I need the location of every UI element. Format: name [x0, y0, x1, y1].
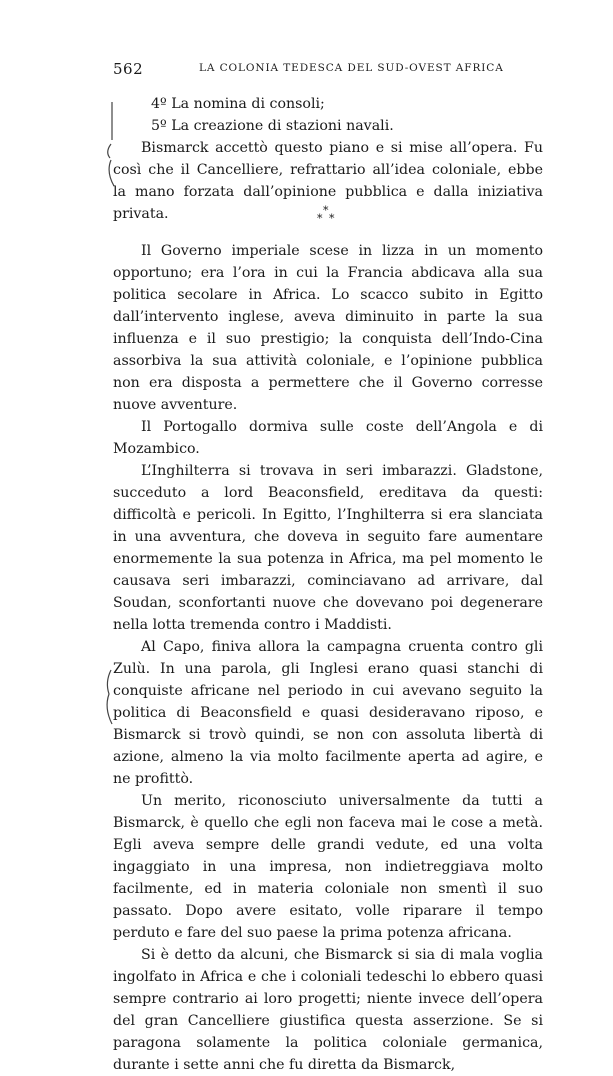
- asterism-star: *: [323, 204, 329, 217]
- section-two: [113, 240, 543, 1076]
- list-item: 5º La creazione di stazioni navali.: [151, 118, 394, 134]
- paragraph: Si è detto da alcuni, che Bismarck si sia di mala voglia ingolfato in Africa e che i coloniali tedeschi lo ebbero quasi sempre contrario ai loro progetti; niente invece dell’opera del gran Cancelliere giustifica questa asserzione. Se si paragona solamente la politica coloniale germanica, durante i sette anni che fu diretta da Bismarck,: [113, 947, 543, 1073]
- asterism-star: *: [317, 212, 323, 225]
- paragraph: Bismarck accettò questo piano e si mise all’opera. Fu così che il Cancelliere, refrattario all’idea coloniale, ebbe la mano forzata dall’opinione pubblica e dalla iniziativa privata.: [113, 140, 543, 222]
- paragraph: Il Governo imperiale scese in lizza in un momento opportuno; era l’ora in cui la Francia abdicava alla sua politica secolare in Africa. Lo scacco subito in Egitto dall’intervento inglese, aveva diminuito in parte la sua influenza e il suo prestigio; la conquista dell’Indo-Cina assorbiva la sua attività coloniale, e l’opinione pubblica non era disposta a permettere che il Governo corresse nuove avventure.: [113, 243, 543, 413]
- asterism-star: *: [329, 212, 335, 225]
- paragraph: Il Portogallo dormiva sulle coste dell’Angola e di Mozambico.: [113, 419, 543, 457]
- asterism-separator: [315, 205, 339, 227]
- list-item: 4º La nomina di consoli;: [151, 96, 325, 112]
- paragraph: Un merito, riconosciuto universalmente da tutti a Bismarck, è quello che egli non faceva mai le cose a metà. Egli aveva sempre delle grandi vedute, ed una volta ingaggiato in una impresa, non indietreggiava molto facilmente, ed in materia coloniale non smentì il suo passato. Dopo avere esitato, volle riparare il tempo perduto e fare del suo paese la prima potenza africana.: [113, 793, 543, 941]
- page-header: [113, 60, 543, 78]
- paragraph: L’Inghilterra si trovava in seri imbarazzi. Gladstone, succeduto a lord Beaconsfield, ereditava da questi: difficoltà e pericoli. In Egitto, l’Inghilterra si era slanciata in una avventura, che doveva in seguito fare aumentare enormemente la sua potenza in Africa, ma pel momento le causava seri imbarazzi, cominciavano ad arrivare, dal Soudan, sconfortanti nuove che dovevano poi degenerare nella lotta tremenda contro i Maddisti.: [113, 463, 543, 633]
- page-number: 562: [113, 60, 144, 78]
- paragraph: Al Capo, finiva allora la campagna cruenta contro gli Zulù. In una parola, gli Inglesi erano quasi stanchi di conquiste africane nel periodo in cui avevano seguito la politica di Beaconsfield e quasi desideravano riposo, e Bismarck si trovò quindi, se non con assoluta libertà di azione, almeno la via molto facilmente aperta ad agire, e ne profittò.: [113, 639, 543, 787]
- running-head: LA COLONIA TEDESCA DEL SUD-OVEST AFRICA: [199, 62, 504, 74]
